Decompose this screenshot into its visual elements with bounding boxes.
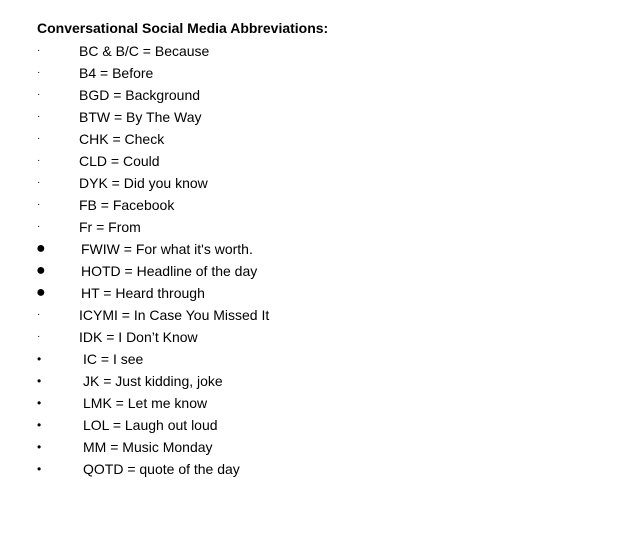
bullet-icon: • [37,396,42,410]
bullet-dot-icon: · [37,331,41,342]
list-item-text: MM = Music Monday [83,439,213,455]
list-item-text: FWIW = For what it's worth. [81,241,253,257]
bullet-dot-icon: · [37,67,41,78]
list-item-text: IDK = I Don’t Know [79,329,198,345]
list-item-text: LMK = Let me know [83,395,208,411]
list-item-text: HOTD = Headline of the day [81,263,258,279]
bullet-dot-icon: · [37,89,41,100]
bullet-dot-icon: · [37,177,41,188]
bullet-dot-icon: · [37,309,41,320]
list-item-text: CLD = Could [79,153,160,169]
bullet-icon: • [37,418,42,432]
list-item-text: BTW = By The Way [79,109,202,125]
list-item-text: BGD = Background [79,87,201,103]
list-item-text: IC = I see [83,351,144,367]
list-item-text: Fr = From [79,219,141,235]
list-item-text: CHK = Check [79,131,165,147]
bullet-circle-icon: ● [36,240,46,257]
bullet-dot-icon: · [37,199,41,210]
bullet-dot-icon: · [37,45,41,56]
bullet-dot-icon: · [37,133,41,144]
list-item-text: B4 = Before [79,65,154,81]
bullet-dot-icon: · [37,155,41,166]
bullet-icon: • [37,352,42,366]
list-item-text: LOL = Laugh out loud [83,417,218,433]
bullet-icon: • [37,374,42,388]
bullet-dot-icon: · [37,221,41,232]
list-item-text: DYK = Did you know [79,175,208,191]
document-heading: Conversational Social Media Abbreviations: [37,20,329,36]
list-item-text: ICYMI = In Case You Missed It [79,307,270,323]
bullet-circle-icon: ● [36,262,46,279]
bullet-icon: • [37,440,42,454]
list-item-text: BC & B/C = Because [79,43,210,59]
list-item-text: HT = Heard through [81,285,205,301]
list-item-text: JK = Just kidding, joke [83,373,223,389]
list-item-text: QOTD = quote of the day [83,461,240,477]
bullet-dot-icon: · [37,111,41,122]
list-item-text: FB = Facebook [79,197,175,213]
bullet-circle-icon: ● [36,284,46,301]
bullet-icon: • [37,462,42,476]
